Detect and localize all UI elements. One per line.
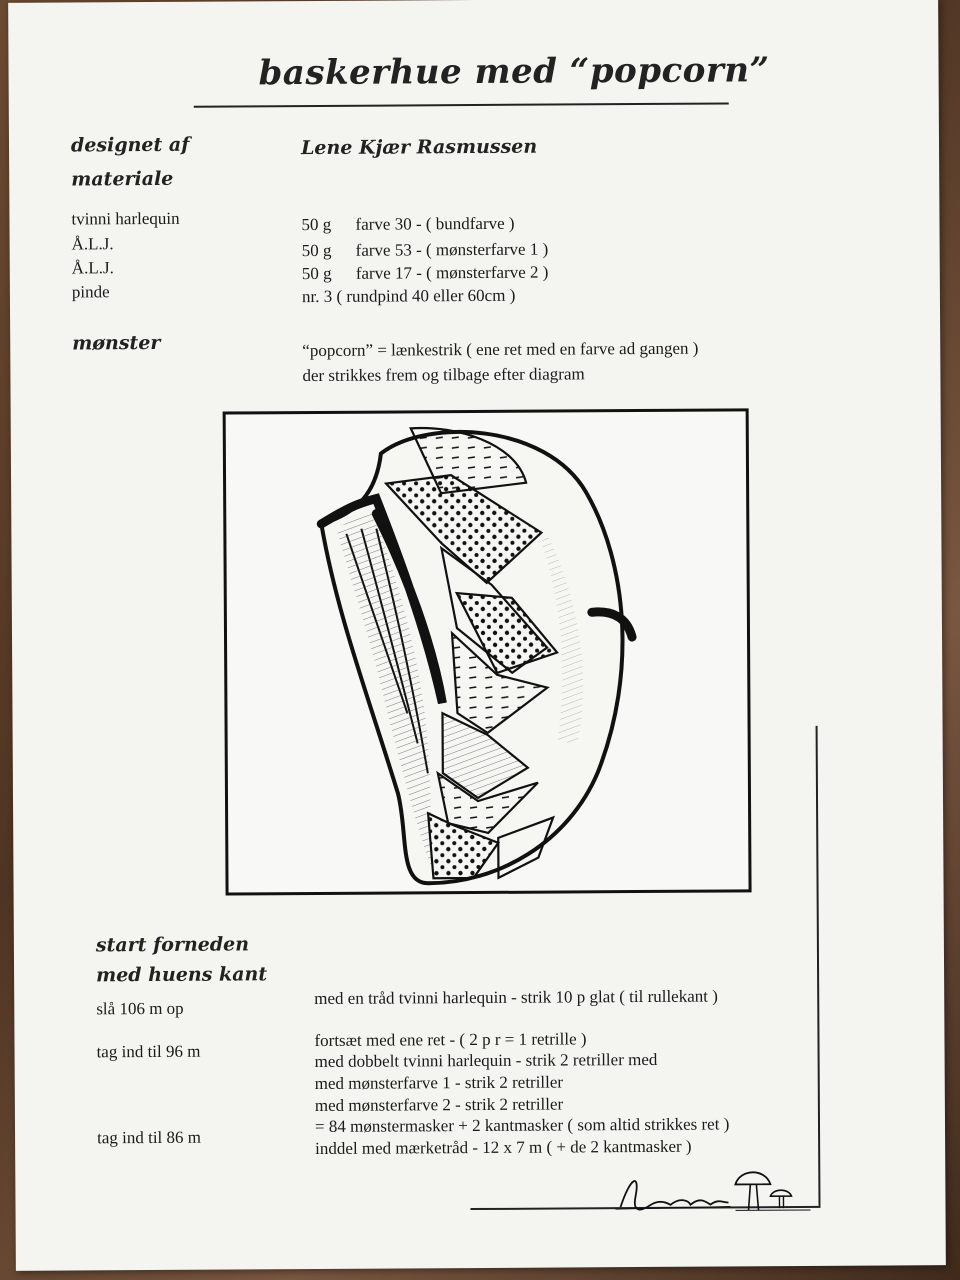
material-desc: farve 53 - ( mønsterfarve 1 ): [355, 239, 549, 260]
material-amount: 50 g: [301, 214, 332, 235]
designer-name: Lene Kjær Rasmussen: [300, 135, 538, 160]
material-item: pinde: [71, 282, 110, 302]
material-amount: 50 g: [301, 263, 332, 284]
start-label: med huens kant: [96, 963, 268, 987]
pattern-label: mønster: [72, 331, 161, 355]
material-item: Å.L.J.: [71, 258, 114, 278]
material-amount: 50 g: [301, 240, 332, 261]
mushroom-icon: [735, 1172, 770, 1184]
hat-illustration: [223, 408, 752, 895]
step-line: med dobbelt tvinni harlequin - strik 2 retriller med: [314, 1049, 658, 1071]
material-desc: farve 30 - ( bundfarve ): [355, 213, 515, 234]
step-line: fortsæt med ene ret - ( 2 p r = 1 retrille ): [314, 1029, 587, 1051]
material-item: Å.L.J.: [71, 234, 114, 254]
material-desc: nr. 3 ( rundpind 40 eller 60cm ): [301, 285, 516, 307]
pattern-line: “popcorn” = lænkestrik ( ene ret med en farve ad gangen ): [302, 338, 699, 361]
step-line: med mønsterfarve 2 - strik 2 retriller: [314, 1094, 564, 1115]
materials-label: materiale: [71, 167, 174, 191]
pattern-sheet: [8, 0, 946, 1271]
beret-drawing: [226, 411, 749, 892]
step-label: slå 106 m op: [96, 998, 184, 1019]
step-line: = 84 mønstermasker + 2 kantmasker ( som altid strikkes ret ): [314, 1114, 730, 1136]
step-line: med en tråd tvinni harlequin - strik 10 p glat ( til rullekant ): [314, 986, 718, 1009]
step-label: tag ind til 86 m: [97, 1127, 202, 1148]
material-item: tvinni harlequin: [71, 208, 180, 229]
pattern-line: der strikkes frem og tilbage efter diagram: [302, 364, 585, 386]
step-label: tag ind til 96 m: [96, 1041, 201, 1062]
page-title: baskerhue med “popcorn”: [258, 50, 770, 94]
step-line: med mønsterfarve 1 - strik 2 retriller: [314, 1072, 564, 1093]
title-underline: [194, 102, 729, 107]
material-desc: farve 17 - ( mønsterfarve 2 ): [355, 262, 549, 283]
page-frame-line: [816, 726, 821, 1206]
start-label: start forneden: [95, 933, 250, 957]
step-line: inddel med mærketråd - 12 x 7 m ( + de 2 kantmasker ): [315, 1136, 692, 1158]
signature: [610, 1166, 820, 1227]
designer-label: designet af: [70, 133, 190, 157]
